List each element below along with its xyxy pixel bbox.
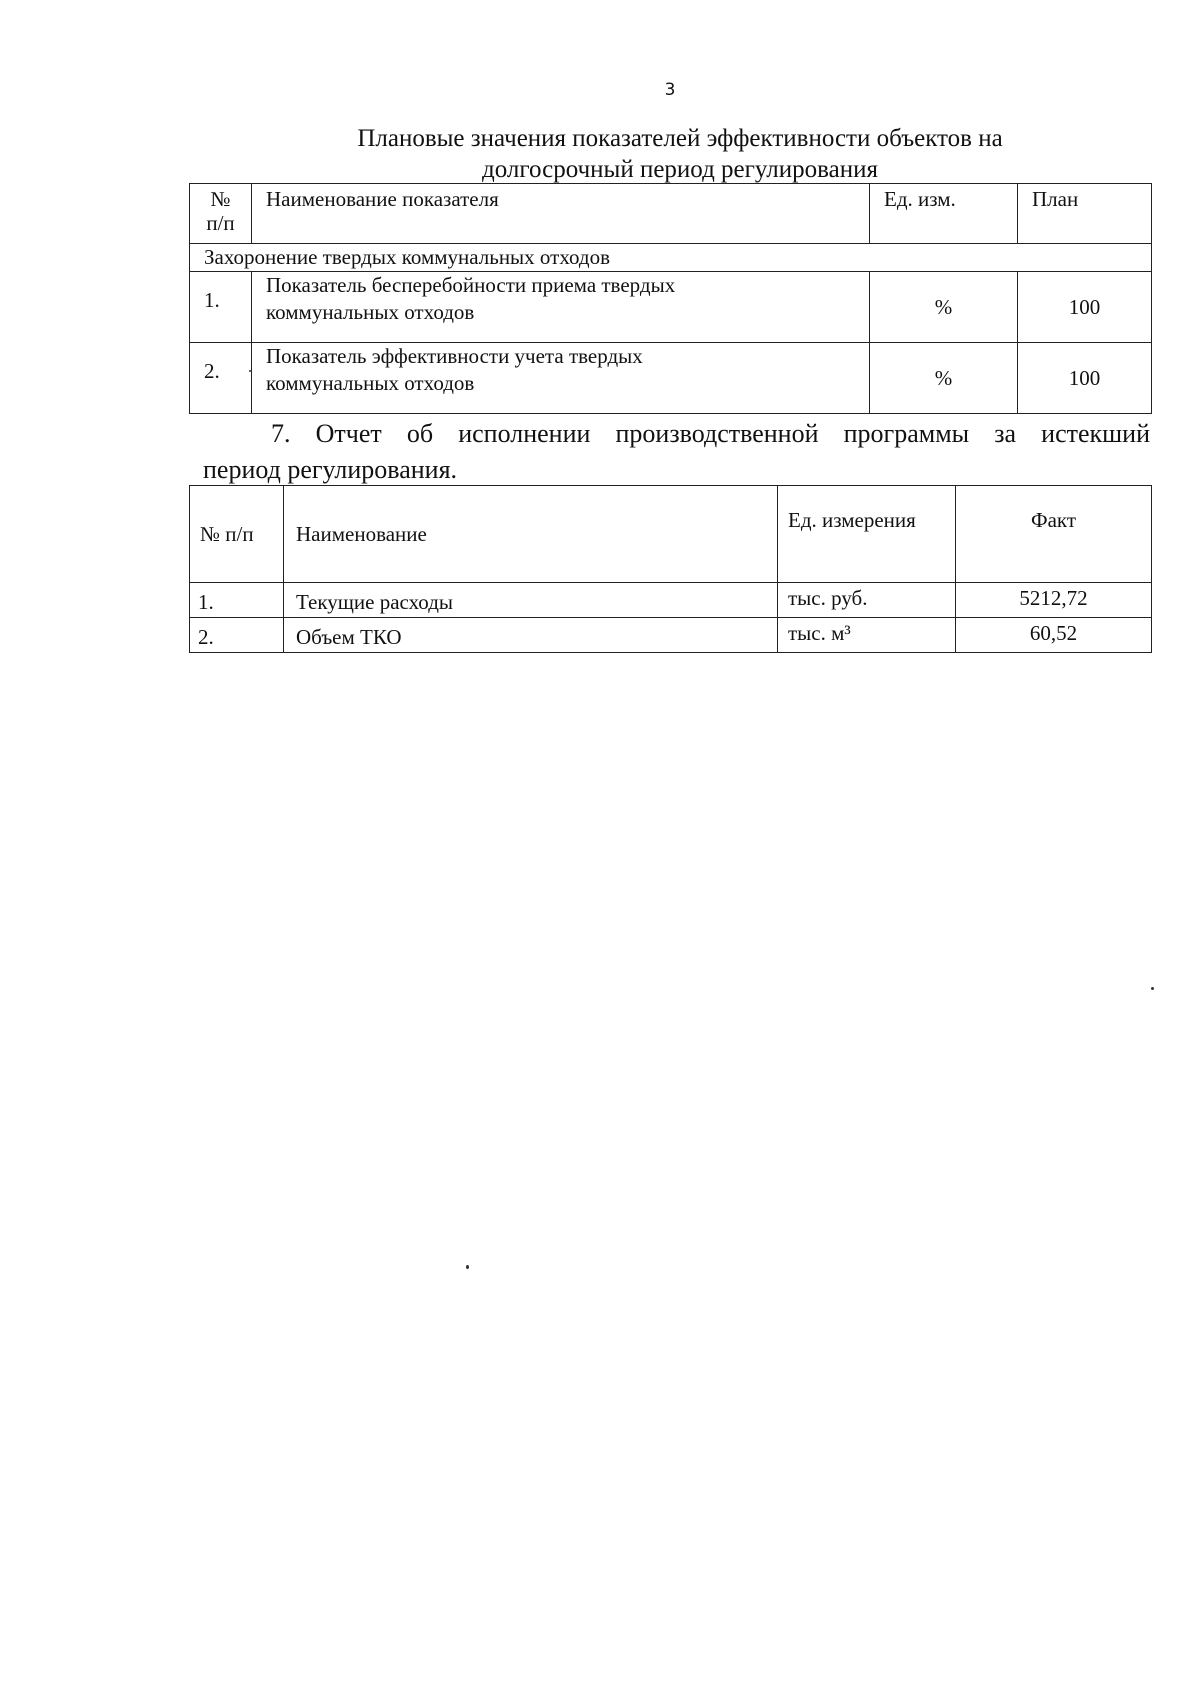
report-row-num: 2. [190, 618, 284, 653]
plan-row-name-line2: коммунальных отходов [266, 300, 475, 324]
report-header-name: Наименование [284, 486, 778, 583]
table-row [190, 272, 1152, 343]
plan-row-plan: 100 [1018, 272, 1152, 343]
table-row [190, 618, 1152, 653]
plan-header-name: Наименование показателя [252, 184, 870, 244]
table-row [190, 583, 1152, 618]
report-row-name: Текущие расходы [284, 583, 778, 618]
plan-header-num [190, 184, 252, 244]
scan-speck [466, 1265, 469, 1269]
table-row [190, 343, 1152, 414]
plan-row-num: 1. [190, 272, 252, 343]
page-number: 3 [664, 80, 676, 100]
report-header-fact: Факт [956, 486, 1152, 583]
plan-header-unit: Ед. изм. [870, 184, 1018, 244]
report-header-unit: Ед. измерения [778, 486, 956, 583]
report-row-name: Объем ТКО [284, 618, 778, 653]
plan-table-title-line1: Плановые значения показателей эффективности объектов на [357, 125, 1003, 152]
plan-row-plan: 100 [1018, 343, 1152, 414]
report-row-num: 1. [190, 583, 284, 618]
report-header-num: № п/п [190, 486, 284, 583]
plan-table-header-row [190, 184, 1152, 244]
plan-row-num: 2. [190, 343, 252, 414]
report-row-unit: тыс. м³ [778, 618, 956, 653]
report-row-fact: 60,52 [956, 618, 1152, 653]
plan-row-name [252, 343, 870, 414]
scan-speck [1151, 987, 1154, 990]
plan-category-label: Захоронение твердых коммунальных отходов [190, 244, 1152, 272]
report-row-fact: 5212,72 [956, 583, 1152, 618]
report-section-heading [203, 416, 1150, 488]
plan-row-name-line1: Показатель бесперебойности приема твердых [266, 273, 676, 297]
report-heading-line2: период регулирования. [203, 455, 458, 484]
plan-header-plan: План [1018, 184, 1152, 244]
report-table-header-row [190, 486, 1152, 583]
plan-row-name-line2: коммунальных отходов [266, 371, 475, 395]
report-table [189, 485, 1152, 653]
plan-indicators-table [189, 183, 1152, 414]
plan-table-category-row [190, 244, 1152, 272]
plan-row-unit: % [870, 343, 1018, 414]
plan-row-unit: % [870, 272, 1018, 343]
report-heading-line1: 7. Отчет об исполнении производственной программы за истекший [271, 419, 1150, 448]
plan-header-num-line1: № [210, 187, 231, 211]
report-row-unit: тыс. руб. [778, 583, 956, 618]
plan-row-name-line1: Показатель эффективности учета твердых [266, 344, 643, 368]
plan-table-title-line2: долгосрочный период регулирования [482, 156, 878, 183]
plan-header-num-line2: п/п [206, 211, 235, 235]
scan-speck [249, 370, 251, 372]
plan-row-name [252, 272, 870, 343]
